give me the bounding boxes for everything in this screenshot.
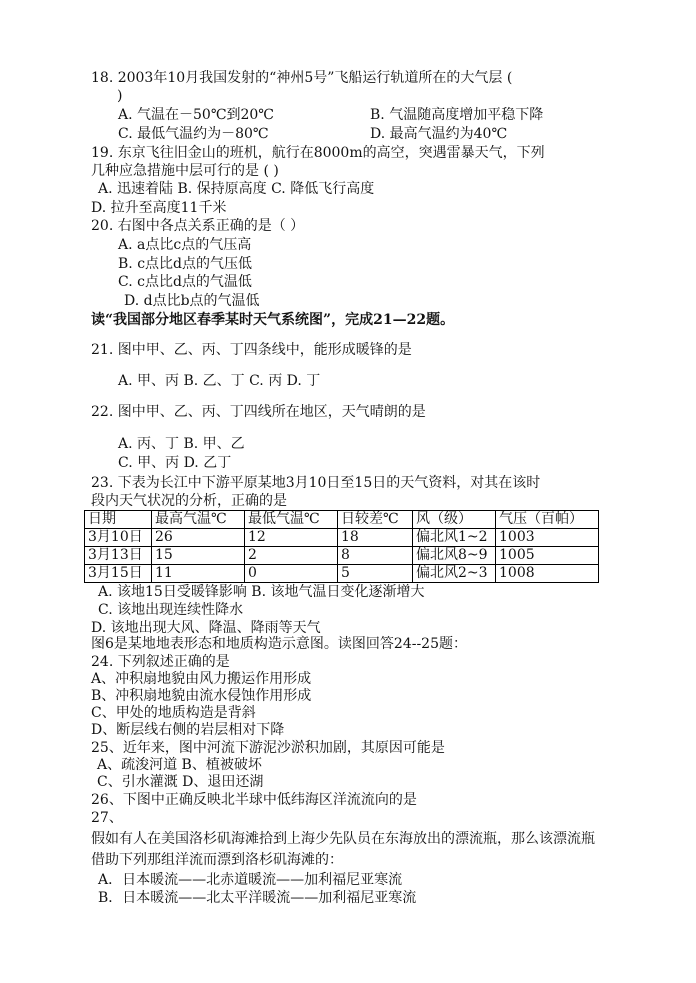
- q18-stem-cont: ): [117, 88, 123, 104]
- q23-stem-cont: 段内天气状况的分析，正确的是: [91, 493, 287, 509]
- table-cell: 偏北风1~2: [413, 529, 496, 547]
- q18-option-b: B. 气温随高度增加平稳下降: [370, 107, 544, 123]
- q19-options-abc: A. 迅速着陆 B. 保持原高度 C. 降低飞行高度: [98, 181, 375, 197]
- q27-option-b: B．日本暖流——北太平洋暖流——加利福尼亚寒流: [98, 890, 417, 906]
- table-cell: 3月15日: [85, 565, 152, 583]
- q20-option-c: C. c点比d点的气温低: [118, 274, 252, 290]
- q18-option-d: D. 最高气温约为40℃: [370, 126, 508, 142]
- q25-options-ab: A、疏浚河道 B、植被破坏: [97, 757, 262, 773]
- q22-stem: 22. 图中甲、乙、丙、丁四线所在地区，天气晴朗的是: [91, 404, 426, 420]
- q19-option-d: D. 拉升至高度11千米: [91, 200, 227, 216]
- table-row: [85, 547, 599, 565]
- q23-option-d: D. 该地出现大风、降温、降雨等天气: [91, 620, 321, 636]
- q19-stem-cont: 几种应急措施中层可行的是 ( ): [91, 163, 279, 179]
- table-cell: 1005: [496, 547, 599, 565]
- q18-option-c: C. 最低气温约为－80℃: [118, 126, 269, 142]
- intro-24-25: 图6是某地地表形态和地质构造示意图。读图回答24--25题：: [91, 636, 467, 652]
- q24-stem: 24. 下列叙述正确的是: [91, 654, 230, 670]
- q24-option-d: D、断层线右侧的岩层相对下降: [91, 722, 285, 738]
- table-cell: 3月13日: [85, 547, 152, 565]
- table-cell: 2: [245, 547, 338, 565]
- table-cell: 26: [152, 529, 245, 547]
- q22-options-ab: A. 丙、丁 B. 甲、乙: [118, 436, 245, 452]
- table-header-cell: 风（级）: [413, 511, 496, 529]
- q18-stem: 18. 2003年10月我国发射的“神州5号”飞船运行轨道所在的大气层 (: [91, 70, 513, 86]
- table-cell: 15: [152, 547, 245, 565]
- intro-21-22: 读“我国部分地区春季某时天气系统图”，完成21—22题。: [91, 312, 455, 328]
- table-cell: 1003: [496, 529, 599, 547]
- table-header-cell: 日较差℃: [338, 511, 413, 529]
- q20-stem: 20. 右图中各点关系正确的是（ ）: [91, 218, 305, 234]
- q27-stem-cont: 借助下列那组洋流而漂到洛杉矶海滩的：: [91, 852, 343, 868]
- q27-option-a: A．日本暖流——北赤道暖流——加利福尼亚寒流: [98, 872, 403, 888]
- table-header-cell: 最低气温℃: [245, 511, 338, 529]
- q26-stem: 26、下图中正确反映北半球中低纬海区洋流流向的是: [91, 792, 417, 808]
- table-cell: 11: [152, 565, 245, 583]
- table-cell: 12: [245, 529, 338, 547]
- q22-options-cd: C. 甲、丙 D. 乙丁: [118, 455, 232, 471]
- q25-stem: 25、近年来，图中河流下游泥沙淤积加剧，其原因可能是: [91, 740, 445, 756]
- table-cell: 18: [338, 529, 413, 547]
- q24-option-b: B、冲积扇地貌由流水侵蚀作用形成: [91, 688, 312, 704]
- q18-option-a: A. 气温在－50℃到20℃: [118, 107, 274, 123]
- q20-option-d: D. d点比b点的气温低: [124, 293, 260, 309]
- q20-option-b: B. c点比d点的气压低: [118, 256, 252, 272]
- table-cell: 3月10日: [85, 529, 152, 547]
- table-cell: 偏北风2~3: [413, 565, 496, 583]
- q19-stem: 19. 东京飞往旧金山的班机，航行在8000m的高空，突遇雷暴天气，下列: [91, 145, 545, 161]
- table-cell: 0: [245, 565, 338, 583]
- q20-option-a: A. a点比c点的气压高: [118, 237, 252, 253]
- table-cell: 偏北风8~9: [413, 547, 496, 565]
- q25-options-cd: C、引水灌溉 D、退田还湖: [97, 774, 264, 790]
- q23-option-c: C. 该地出现连续性降水: [98, 602, 244, 618]
- table-row: [85, 529, 599, 547]
- table-cell: 1008: [496, 565, 599, 583]
- q24-option-a: A、冲积扇地貌由风力搬运作用形成: [91, 671, 312, 687]
- table-header-cell: 日期: [85, 511, 152, 529]
- table-header-cell: 最高气温℃: [152, 511, 245, 529]
- table-cell: 8: [338, 547, 413, 565]
- table-cell: 5: [338, 565, 413, 583]
- q23-stem: 23. 下表为长江中下游平原某地3月10日至15日的天气资料，对其在该时: [91, 475, 541, 491]
- table-header-row: [85, 511, 599, 529]
- q21-options: A. 甲、丙 B. 乙、丁 C. 丙 D. 丁: [118, 373, 321, 389]
- table-header-cell: 气压（百帕）: [496, 511, 599, 529]
- q24-option-c: C、甲处的地质构造是背斜: [91, 705, 256, 721]
- table-row: [85, 565, 599, 583]
- q21-stem: 21. 图中甲、乙、丙、丁四条线中，能形成暖锋的是: [91, 342, 412, 358]
- weather-data-table: [84, 510, 599, 583]
- q27-number: 27、: [91, 810, 123, 826]
- q23-options-ab: A. 该地15日受暖锋影响 B. 该地气温日变化逐渐增大: [98, 584, 425, 600]
- q27-stem: 假如有人在美国洛杉矶海滩拾到上海少先队员在东海放出的漂流瓶，那么该漂流瓶: [91, 831, 595, 847]
